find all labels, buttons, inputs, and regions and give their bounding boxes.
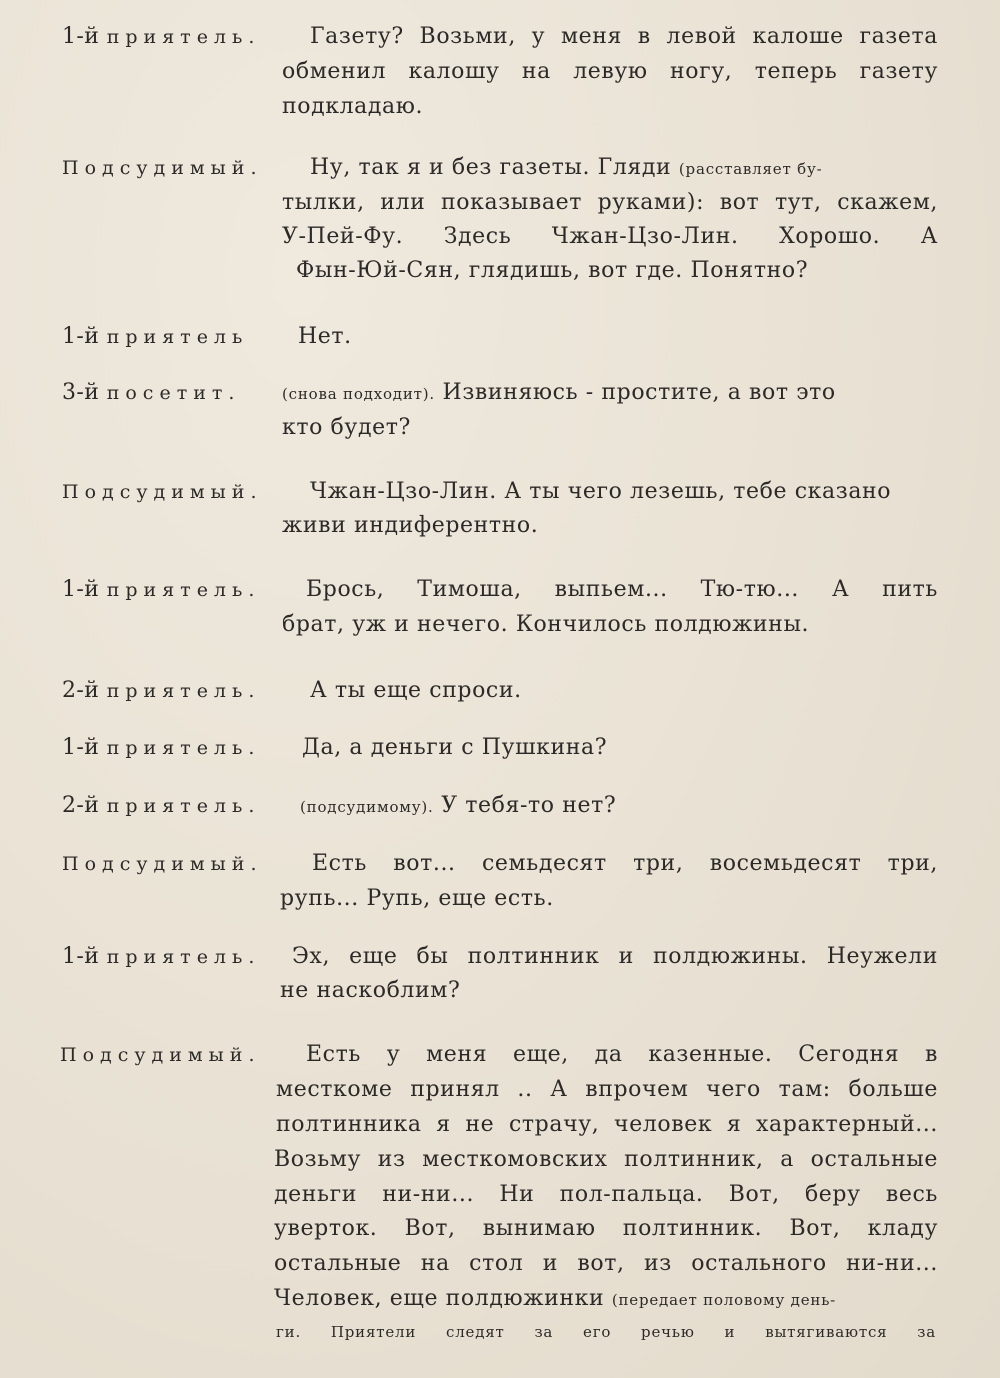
- speaker-prefix: 1-й: [62, 24, 100, 49]
- dialogue-line: А ты еще спроси.: [310, 678, 522, 703]
- speaker-label: 1-й приятель.: [62, 735, 261, 760]
- stage-direction: (подсудимому).: [300, 798, 434, 816]
- dialogue-line: тылки, или показывает руками): вот тут, скажем,: [282, 190, 938, 215]
- speaker-label: [62, 22, 260, 52]
- dialogue-line: месткоме принял .. А впрочем чего там: больше: [276, 1077, 938, 1102]
- dialogue-line: не наскоблим?: [280, 978, 461, 1003]
- dialogue-line: обменил калошу на левую ногу, теперь газету: [282, 59, 938, 84]
- dialogue-line: Возьму из месткомовских полтинник, а остальные: [274, 1147, 938, 1172]
- speaker-label: Подсудимый.: [62, 481, 263, 503]
- speaker-label: 1-й приятель.: [62, 944, 261, 969]
- dialogue-line: Брось, Тимоша, выпьем... Тю-тю... А пить: [306, 577, 938, 602]
- dialogue-line: Газету? Возьми, у меня в левой калоше газета: [310, 24, 938, 49]
- dialogue-line: Есть у меня еще, да казенные. Сегодня в: [306, 1042, 938, 1067]
- dialogue-line: полтинника я не страчу, человек я характерный...: [276, 1112, 938, 1137]
- dialogue-line: Ну, так я и без газеты. Гляди (расставляет бу-: [310, 155, 823, 180]
- speaker-label: Подсудимый.: [60, 1044, 261, 1066]
- speaker-label: 2-й приятель.: [62, 678, 261, 703]
- speaker-label: 3-й посетит.: [62, 380, 241, 405]
- dialogue-line: Чжан-Цзо-Лин. А ты чего лезешь, тебе сказано: [310, 479, 892, 504]
- dialogue-line: У-Пей-Фу. Здесь Чжан-Цзо-Лин. Хорошо. А: [282, 224, 938, 249]
- stage-direction: (передает половому день-: [611, 1291, 837, 1309]
- dialogue-line: Да, а деньги с Пушкина?: [302, 735, 608, 760]
- stage-direction: (снова подходит).: [282, 385, 435, 403]
- speaker-label: 2-й приятель.: [62, 793, 261, 818]
- dialogue-line: остальные на стол и вот, из остального ни-ни...: [274, 1251, 938, 1276]
- dialogue-line: Фын-Юй-Сян, глядишь, вот где. Понятно?: [296, 258, 809, 283]
- speaker-label: Подсудимый.: [62, 853, 263, 875]
- dialogue-line: Есть вот... семьдесят три, восемьдесят три,: [312, 851, 938, 876]
- dialogue-line: уверток. Вот, вынимаю полтинник. Вот, кладу: [274, 1216, 938, 1241]
- speaker-label: [62, 153, 263, 183]
- dialogue-line: ги. Приятели следят за его речью и вытягиваются за: [276, 1323, 936, 1341]
- speaker-label: 1-й приятель: [62, 324, 249, 349]
- dialogue-line: Эх, еще бы полтинник и полдюжины. Неужели: [292, 944, 938, 969]
- dialogue-line: Человек, еще полдюжинки (передает половому день-: [274, 1286, 837, 1311]
- dialogue-line: брат, уж и нечего. Кончилось полдюжины.: [282, 612, 810, 637]
- dialogue-line: (подсудимому). У тебя-то нет?: [300, 793, 617, 818]
- dialogue-line: живи индиферентно.: [282, 513, 539, 538]
- stage-direction: (расставляет бу-: [678, 160, 823, 178]
- dialogue-line: деньги ни-ни... Ни пол-пальца. Вот, беру весь: [274, 1182, 938, 1207]
- dialogue-line: (снова подходит). Извиняюсь - простите, а вот это: [282, 380, 836, 405]
- speaker-word: Подсудимый.: [62, 157, 263, 179]
- speaker-word: приятель.: [106, 26, 261, 48]
- dialogue-line: Нет.: [298, 324, 352, 349]
- dialogue-line: подкладаю.: [282, 94, 424, 119]
- dialogue-line: кто будет?: [282, 415, 411, 440]
- speaker-label: 1-й приятель.: [62, 577, 261, 602]
- dialogue-line: рупь... Рупь, еще есть.: [280, 886, 554, 911]
